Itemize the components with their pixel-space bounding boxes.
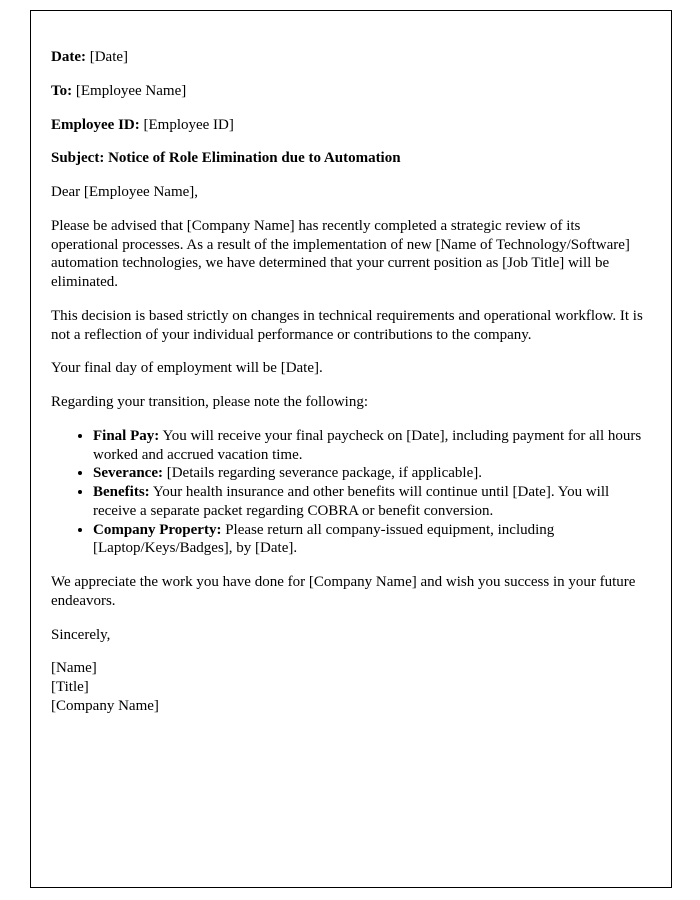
final-pay-label: Final Pay: — [93, 427, 160, 444]
employee-id-field — [51, 116, 649, 135]
signature-company: [Company Name] — [51, 697, 159, 714]
to-value: [Employee Name] — [75, 82, 187, 99]
list-item-final-pay — [93, 427, 649, 465]
signature-block — [51, 659, 649, 715]
paragraph-final-day: Your final day of employment will be [Date]. — [51, 360, 323, 377]
list-item-severance — [93, 464, 649, 483]
benefits-label: Benefits: — [93, 484, 150, 500]
severance-text: [Details regarding severance package, if applicable]. — [166, 465, 482, 482]
to-label: To: — [51, 82, 73, 99]
employee-id-value: [Employee ID] — [143, 116, 234, 133]
list-item-company-property — [93, 521, 649, 559]
transition-list — [51, 427, 649, 558]
company-property-text: Please return all company-issued equipment, including [Laptop/Keys/Badges], by [Date]. — [93, 521, 555, 557]
list-item-benefits — [93, 483, 649, 521]
paragraph-decision-basis: This decision is based strictly on changes in technical requirements and operational workflow. It is not a reflection of your individual performance or contributions to the company. — [51, 307, 643, 343]
employee-id-label: Employee ID: — [51, 116, 140, 133]
benefits-text: Your health insurance and other benefits will continue until [Date]. You will receive a separate packet regarding COBRA or benefit conversion. — [93, 484, 610, 519]
company-property-label: Company Property: — [93, 521, 222, 538]
date-label: Date: — [51, 49, 86, 65]
paragraph-appreciation: We appreciate the work you have done for [Company Name] and wish you success in your future endeavors. — [51, 574, 636, 609]
letter-page — [30, 10, 672, 888]
subject-line: Subject: Notice of Role Elimination due to Automation — [51, 150, 401, 167]
date-value: [Date] — [89, 49, 129, 65]
signature-name: [Name] — [51, 660, 97, 677]
final-pay-text: You will receive your final paycheck on [Date], including payment for all hours worked and accrued vacation time. — [93, 427, 642, 463]
date-field — [51, 48, 649, 67]
severance-label: Severance: — [93, 465, 163, 482]
signature-title: [Title] — [51, 679, 89, 695]
paragraph-strategic-review: Please be advised that [Company Name] has recently completed a strategic review of its operational processes. As a result of the implementation of new [Name of Technology/Software] automation technologies, we have determined that your current position as [Job Title] will be eliminated. — [51, 217, 630, 290]
paragraph-transition-intro: Regarding your transition, please note the following: — [51, 394, 369, 410]
to-field — [51, 82, 649, 101]
closing: Sincerely, — [51, 626, 111, 643]
salutation: Dear [Employee Name], — [51, 184, 199, 200]
